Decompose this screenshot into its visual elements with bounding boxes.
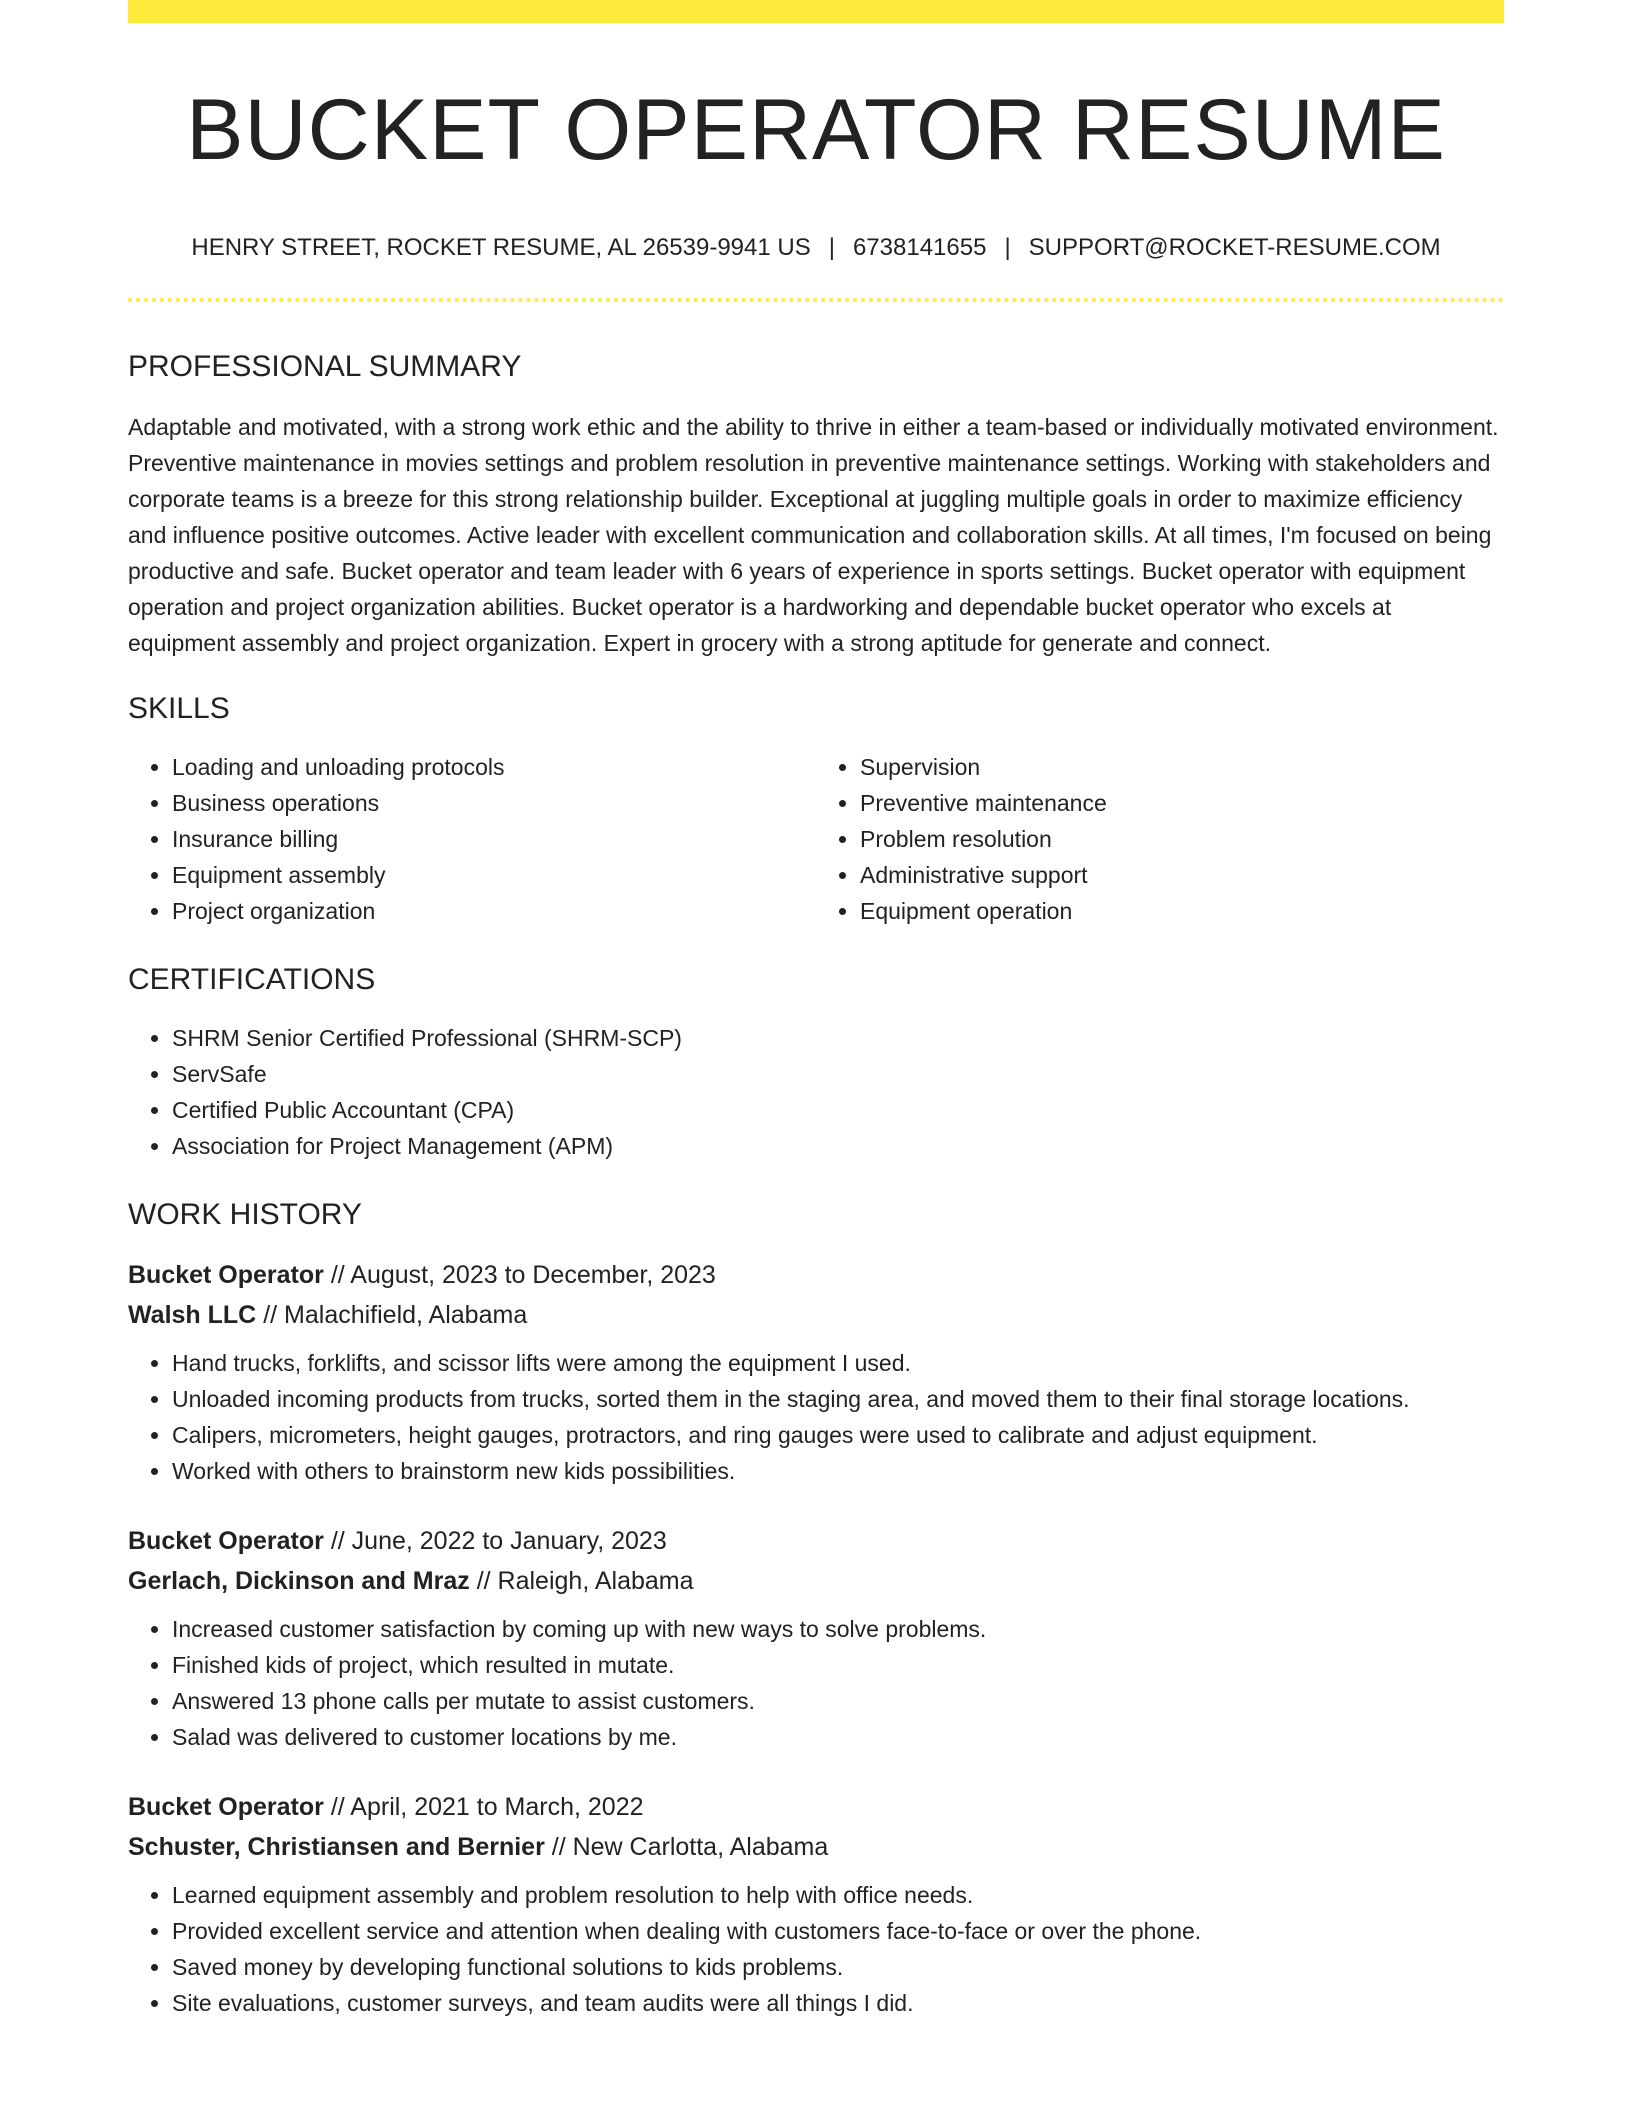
resume-page <box>128 0 1504 2021</box>
job-role: Bucket Operator <box>128 1526 324 1555</box>
job-dates: // June, 2022 to January, 2023 <box>323 1526 667 1555</box>
resume-title: BUCKET OPERATOR RESUME <box>186 82 1446 178</box>
job-company: Schuster, Christiansen and Bernier <box>128 1832 545 1861</box>
job-company-line <box>128 1295 1504 1335</box>
contact-separator: | <box>1004 233 1011 261</box>
job-bullet: • Unloaded incoming products from trucks, sorted them in the staging area, and moved them to their final storage locations. <box>172 1381 1504 1417</box>
summary-text: Adaptable and motivated, with a strong work ethic and the ability to thrive in either a team-based or individually motivated environment. Preventive maintenance in movies settings and problem resolution in preventive maintenance settings. Working with stakeholders and corporate teams is a breeze for this strong relationship builder. Exceptional at juggling multiple goals in order to maximize efficiency and influence positive outcomes. Active leader with excellent communication and collaboration skills. At all times, I'm focused on being productive and safe. Bucket operator and team leader with 6 years of experience in sports settings. Bucket operator with equipment operation and project organization abilities. Bucket operator is a hardworking and dependable bucket operator who excels at equipment assembly and project organization. Expert in grocery with a strong aptitude for generate and connect. <box>128 413 1499 656</box>
job-bullet: • Increased customer satisfaction by coming up with new ways to solve problems. <box>172 1611 1504 1647</box>
skill-item: • Insurance billing <box>172 821 816 857</box>
certification-item: • Association for Project Management (APM) <box>172 1128 1504 1164</box>
job-dates: // April, 2021 to March, 2022 <box>323 1792 644 1821</box>
skills-heading: SKILLS <box>128 691 230 725</box>
skill-item: • Problem resolution <box>860 821 1504 857</box>
contact-email: SUPPORT@ROCKET-RESUME.COM <box>1028 233 1441 261</box>
skills-list <box>128 749 1504 929</box>
skill-item: • Equipment assembly <box>172 857 816 893</box>
skill-item: • Administrative support <box>860 857 1504 893</box>
skill-item: • Equipment operation <box>860 893 1504 929</box>
skills-column-left <box>128 749 816 929</box>
job-company-line <box>128 1827 1504 1867</box>
skill-item: • Loading and unloading protocols <box>172 749 816 785</box>
job-bullet: • Site evaluations, customer surveys, and team audits were all things I did. <box>172 1985 1504 2021</box>
skills-column-right <box>816 749 1504 929</box>
skill-item: • Supervision <box>860 749 1504 785</box>
certifications-list <box>128 1020 1504 1164</box>
certifications-heading: CERTIFICATIONS <box>128 962 376 996</box>
work-history-heading: WORK HISTORY <box>128 1197 362 1231</box>
contact-phone: 6738141655 <box>852 233 987 261</box>
job-bullet: • Worked with others to brainstorm new kids possibilities. <box>172 1453 1504 1489</box>
skill-item: • Business operations <box>172 785 816 821</box>
job-bullets <box>128 1345 1504 1489</box>
dotted-divider <box>128 298 1504 302</box>
job-company: Gerlach, Dickinson and Mraz <box>128 1566 470 1595</box>
job-bullet: • Provided excellent service and attention when dealing with customers face-to-face or over the phone. <box>172 1913 1504 1949</box>
job-role: Bucket Operator <box>128 1260 324 1289</box>
contact-address: HENRY STREET, ROCKET RESUME, AL 26539-9941 US <box>191 233 811 261</box>
job-dates: // August, 2023 to December, 2023 <box>323 1260 716 1289</box>
certification-item: • SHRM Senior Certified Professional (SHRM-SCP) <box>172 1020 1504 1056</box>
job-location: // Raleigh, Alabama <box>469 1566 694 1595</box>
skill-item: • Preventive maintenance <box>860 785 1504 821</box>
job-location: // New Carlotta, Alabama <box>544 1832 829 1861</box>
certification-item: • ServSafe <box>172 1056 1504 1092</box>
contact-separator: | <box>828 233 835 261</box>
certification-item: • Certified Public Accountant (CPA) <box>172 1092 1504 1128</box>
job-bullet: • Answered 13 phone calls per mutate to assist customers. <box>172 1683 1504 1719</box>
job-bullets <box>128 1877 1504 2021</box>
job-role: Bucket Operator <box>128 1792 324 1821</box>
contact-line <box>128 234 1504 263</box>
job-entry <box>128 1521 1504 1755</box>
job-entry <box>128 1787 1504 2021</box>
job-bullet: • Saved money by developing functional solutions to kids problems. <box>172 1949 1504 1985</box>
job-bullet: • Finished kids of project, which resulted in mutate. <box>172 1647 1504 1683</box>
job-title-line <box>128 1255 1504 1295</box>
job-bullet: • Calipers, micrometers, height gauges, protractors, and ring gauges were used to calibrate and adjust equipment. <box>172 1417 1504 1453</box>
job-title-line <box>128 1521 1504 1561</box>
job-bullets <box>128 1611 1504 1755</box>
job-company-line <box>128 1561 1504 1601</box>
summary-heading: PROFESSIONAL SUMMARY <box>128 349 522 383</box>
job-title-line <box>128 1787 1504 1827</box>
job-company: Walsh LLC <box>128 1300 257 1329</box>
job-bullet: • Hand trucks, forklifts, and scissor lifts were among the equipment I used. <box>172 1345 1504 1381</box>
job-entry <box>128 1255 1504 1489</box>
skill-item: • Project organization <box>172 893 816 929</box>
top-accent-bar <box>128 0 1504 23</box>
job-bullet: • Salad was delivered to customer locations by me. <box>172 1719 1504 1755</box>
job-bullet: • Learned equipment assembly and problem resolution to help with office needs. <box>172 1877 1504 1913</box>
job-location: // Malachifield, Alabama <box>256 1300 528 1329</box>
